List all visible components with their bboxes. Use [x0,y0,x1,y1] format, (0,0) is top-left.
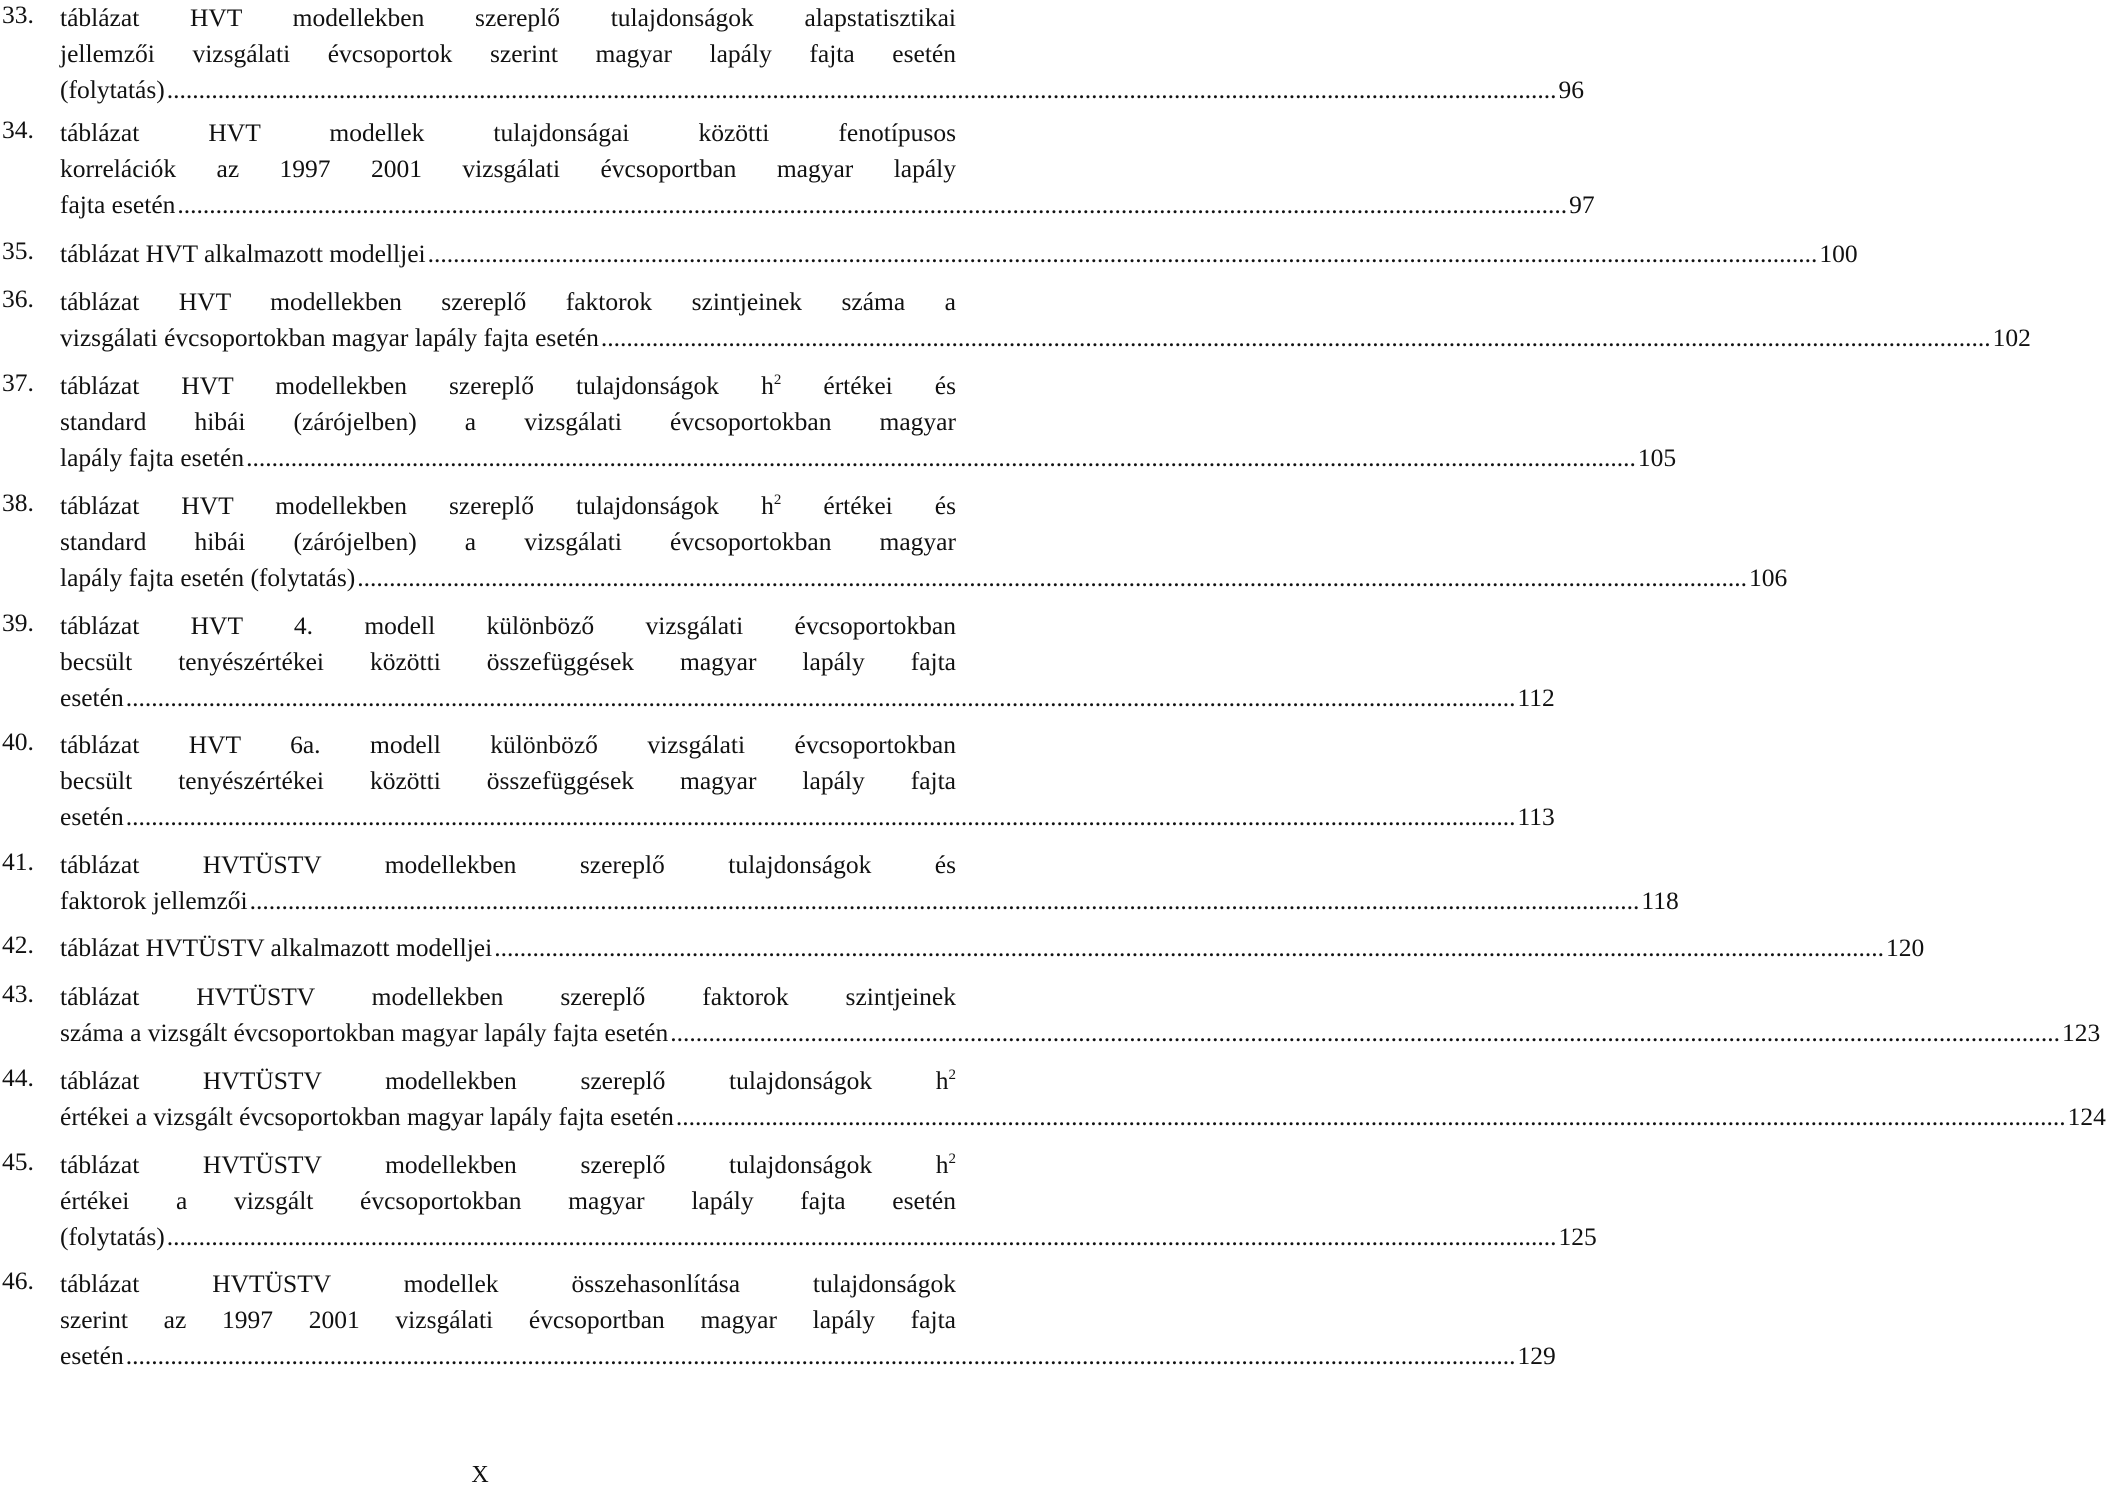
entry-text-line: lapály fajta esetén (folytatás) [60,563,356,592]
dot-leader: .......................................................................................................................................................................................................................... [249,886,1640,915]
page-number: 118 [1641,886,1679,915]
entry-text-line: táblázat HVT alkalmazott modelljei [60,239,426,268]
entry-number: 35. [2,236,34,265]
page-number: 124 [2067,1102,2106,1131]
page-number: 105 [1637,443,1677,472]
entry-text-line: fajta esetén [60,190,176,219]
dot-leader: .......................................................................................................................................................................................................................... [166,75,1557,104]
entry-text-line: táblázat HVT modellek tulajdonságai közötti fenotípusos [60,118,956,147]
dot-leader: .......................................................................................................................................................................................................................... [125,802,1516,831]
entry-text-line: esetén [60,683,124,712]
entry-number: 34. [2,115,34,144]
entry-text-line: szerint az 1997 2001 vizsgálati évcsoportban magyar lapály fajta [60,1305,956,1334]
page-number: 96 [1558,75,1585,104]
dot-leader: .......................................................................................................................................................................................................................... [670,1018,2060,1047]
entry-text-line: standard hibái (zárójelben) a vizsgálati évcsoportokban magyar [60,527,956,556]
page-number: 129 [1517,1341,1556,1370]
dot-leader: .......................................................................................................................................................................................................................... [427,239,1818,268]
superscript-2: 2 [948,1151,956,1167]
page-number: 120 [1885,933,1925,962]
entry-text-line: faktorok jellemzői [60,886,248,915]
dot-leader: .......................................................................................................................................................................................................................... [600,323,1991,352]
page-number: 102 [1992,323,2031,352]
dot-leader: .......................................................................................................................................................................................................................... [166,1222,1557,1251]
dot-leader: .......................................................................................................................................................................................................................... [125,1341,1516,1370]
entry-number: 39. [2,608,34,637]
entry-text-line: táblázat HVTÜSTV modellekben szereplő faktorok szintjeinek [60,982,956,1011]
entry-number: 44. [2,1063,34,1092]
entry-leader-line [60,72,1585,108]
entry-number: 38. [2,488,34,517]
dot-leader: .......................................................................................................................................................................................................................... [494,933,1884,962]
entry-leader-line [60,1099,2106,1135]
entry-text-line: táblázat HVT modellekben szereplő tulajdonságok h [60,371,774,400]
entry-number: 33. [2,0,34,29]
page-number: 125 [1558,1222,1597,1251]
page-number: 123 [2061,1018,2101,1047]
page-number: 97 [1569,190,1595,219]
entry-leader-line [60,1219,1597,1255]
entry-text-line-with-superscript: táblázat HVT modellekben szereplő tulajdonságok $h^2$ értékei és [60,371,957,400]
entry-text-line: száma a vizsgált évcsoportokban magyar lapály fajta esetén [60,1018,669,1047]
entry-number: 41. [2,847,34,876]
entry-text-line: táblázat HVTÜSTV modellekben szereplő tulajdonságok h [60,1150,949,1179]
entry-number: 40. [2,727,34,756]
entry-text-line-with-superscript [60,1147,956,1183]
entry-text-line: értékei a vizsgált évcsoportokban magyar lapály fajta esetén [60,1102,674,1131]
superscript-2: 2 [773,372,782,388]
superscript-2: 2 [948,1067,956,1083]
dot-leader: .......................................................................................................................................................................................................................... [177,190,1568,219]
entry-number: 36. [2,284,34,313]
entry-text-line: táblázat HVT 4. modell különböző vizsgálati évcsoportokban [60,611,956,640]
entry-number: 42. [2,930,34,959]
entry-text-line: táblázat HVT modellekben szereplő tulajdonságok alapstatisztikai [60,3,956,32]
entry-text-line: táblázat HVT modellekben szereplő tulajdonságok h [60,491,774,520]
entry-leader-line [60,883,1679,919]
page-number: 112 [1517,683,1555,712]
page-number: 100 [1819,239,1858,268]
entry-number: 43. [2,979,34,1008]
entry-text-line: táblázat HVT modellekben szereplő faktorok szintjeinek száma a [60,287,956,316]
entry-text-line: táblázat HVTÜSTV modellekben szereplő tulajdonságok h [60,1066,949,1095]
page-number: 106 [1748,563,1788,592]
dot-leader: .......................................................................................................................................................................................................................... [357,563,1747,592]
entry-text-line: vizsgálati évcsoportokban magyar lapály fajta esetén [60,323,599,352]
superscript-2: 2 [773,492,782,508]
page-footer-roman-numeral: X [471,1462,489,1488]
entry-text-line: táblázat HVTÜSTV alkalmazott modelljei [60,933,493,962]
entry-text-line: esetén [60,802,124,831]
dot-leader: .......................................................................................................................................................................................................................... [246,443,1636,472]
entry-leader-line [60,320,2031,356]
entry-number: 45. [2,1147,34,1176]
entry-number: 37. [2,368,34,397]
entry-text-line: esetén [60,1341,124,1370]
entry-text-line-with-superscript [60,1063,956,1099]
entry-text-line: jellemzői vizsgálati évcsoportok szerint magyar lapály fajta esetén [60,39,956,68]
entry-text-line: becsült tenyészértékei közötti összefüggések magyar lapály fajta [60,766,956,795]
entry-leader-line [60,560,1788,596]
entry-leader-line [60,440,1677,476]
page-number: 113 [1517,802,1555,831]
entry-leader-line [60,799,1555,835]
entry-text-line: (folytatás) [60,75,165,104]
dot-leader: .......................................................................................................................................................................................................................... [675,1102,2066,1131]
entry-text-line: (folytatás) [60,1222,165,1251]
entry-text-line: lapály fajta esetén [60,443,245,472]
entry-text-line: táblázat HVT 6a. modell különböző vizsgálati évcsoportokban [60,730,956,759]
entry-number: 46. [2,1266,34,1295]
entry-text-line: becsült tenyészértékei közötti összefüggések magyar lapály fajta [60,647,956,676]
entry-text-line-with-superscript: táblázat HVT modellekben szereplő tulajdonságok $h^2$ értékei és [60,491,957,520]
dot-leader: .......................................................................................................................................................................................................................... [125,683,1516,712]
entry-leader-line [60,1015,2101,1051]
entry-leader-line [60,930,1925,966]
entry-leader-line [60,680,1555,716]
entry-text-line: táblázat HVTÜSTV modellekben szereplő tulajdonságok és [60,850,956,879]
entry-text-line: táblázat HVTÜSTV modellek összehasonlítása tulajdonságok [60,1269,956,1298]
entry-text-line: korrelációk az 1997 2001 vizsgálati évcsoportban magyar lapály [60,154,956,183]
entry-text-line: értékei a vizsgált évcsoportokban magyar lapály fajta esetén [60,1186,956,1215]
entry-leader-line [60,236,1858,272]
entry-leader-line [60,1338,1556,1374]
entry-text-line: standard hibái (zárójelben) a vizsgálati évcsoportokban magyar [60,407,956,436]
entry-leader-line [60,187,1595,223]
